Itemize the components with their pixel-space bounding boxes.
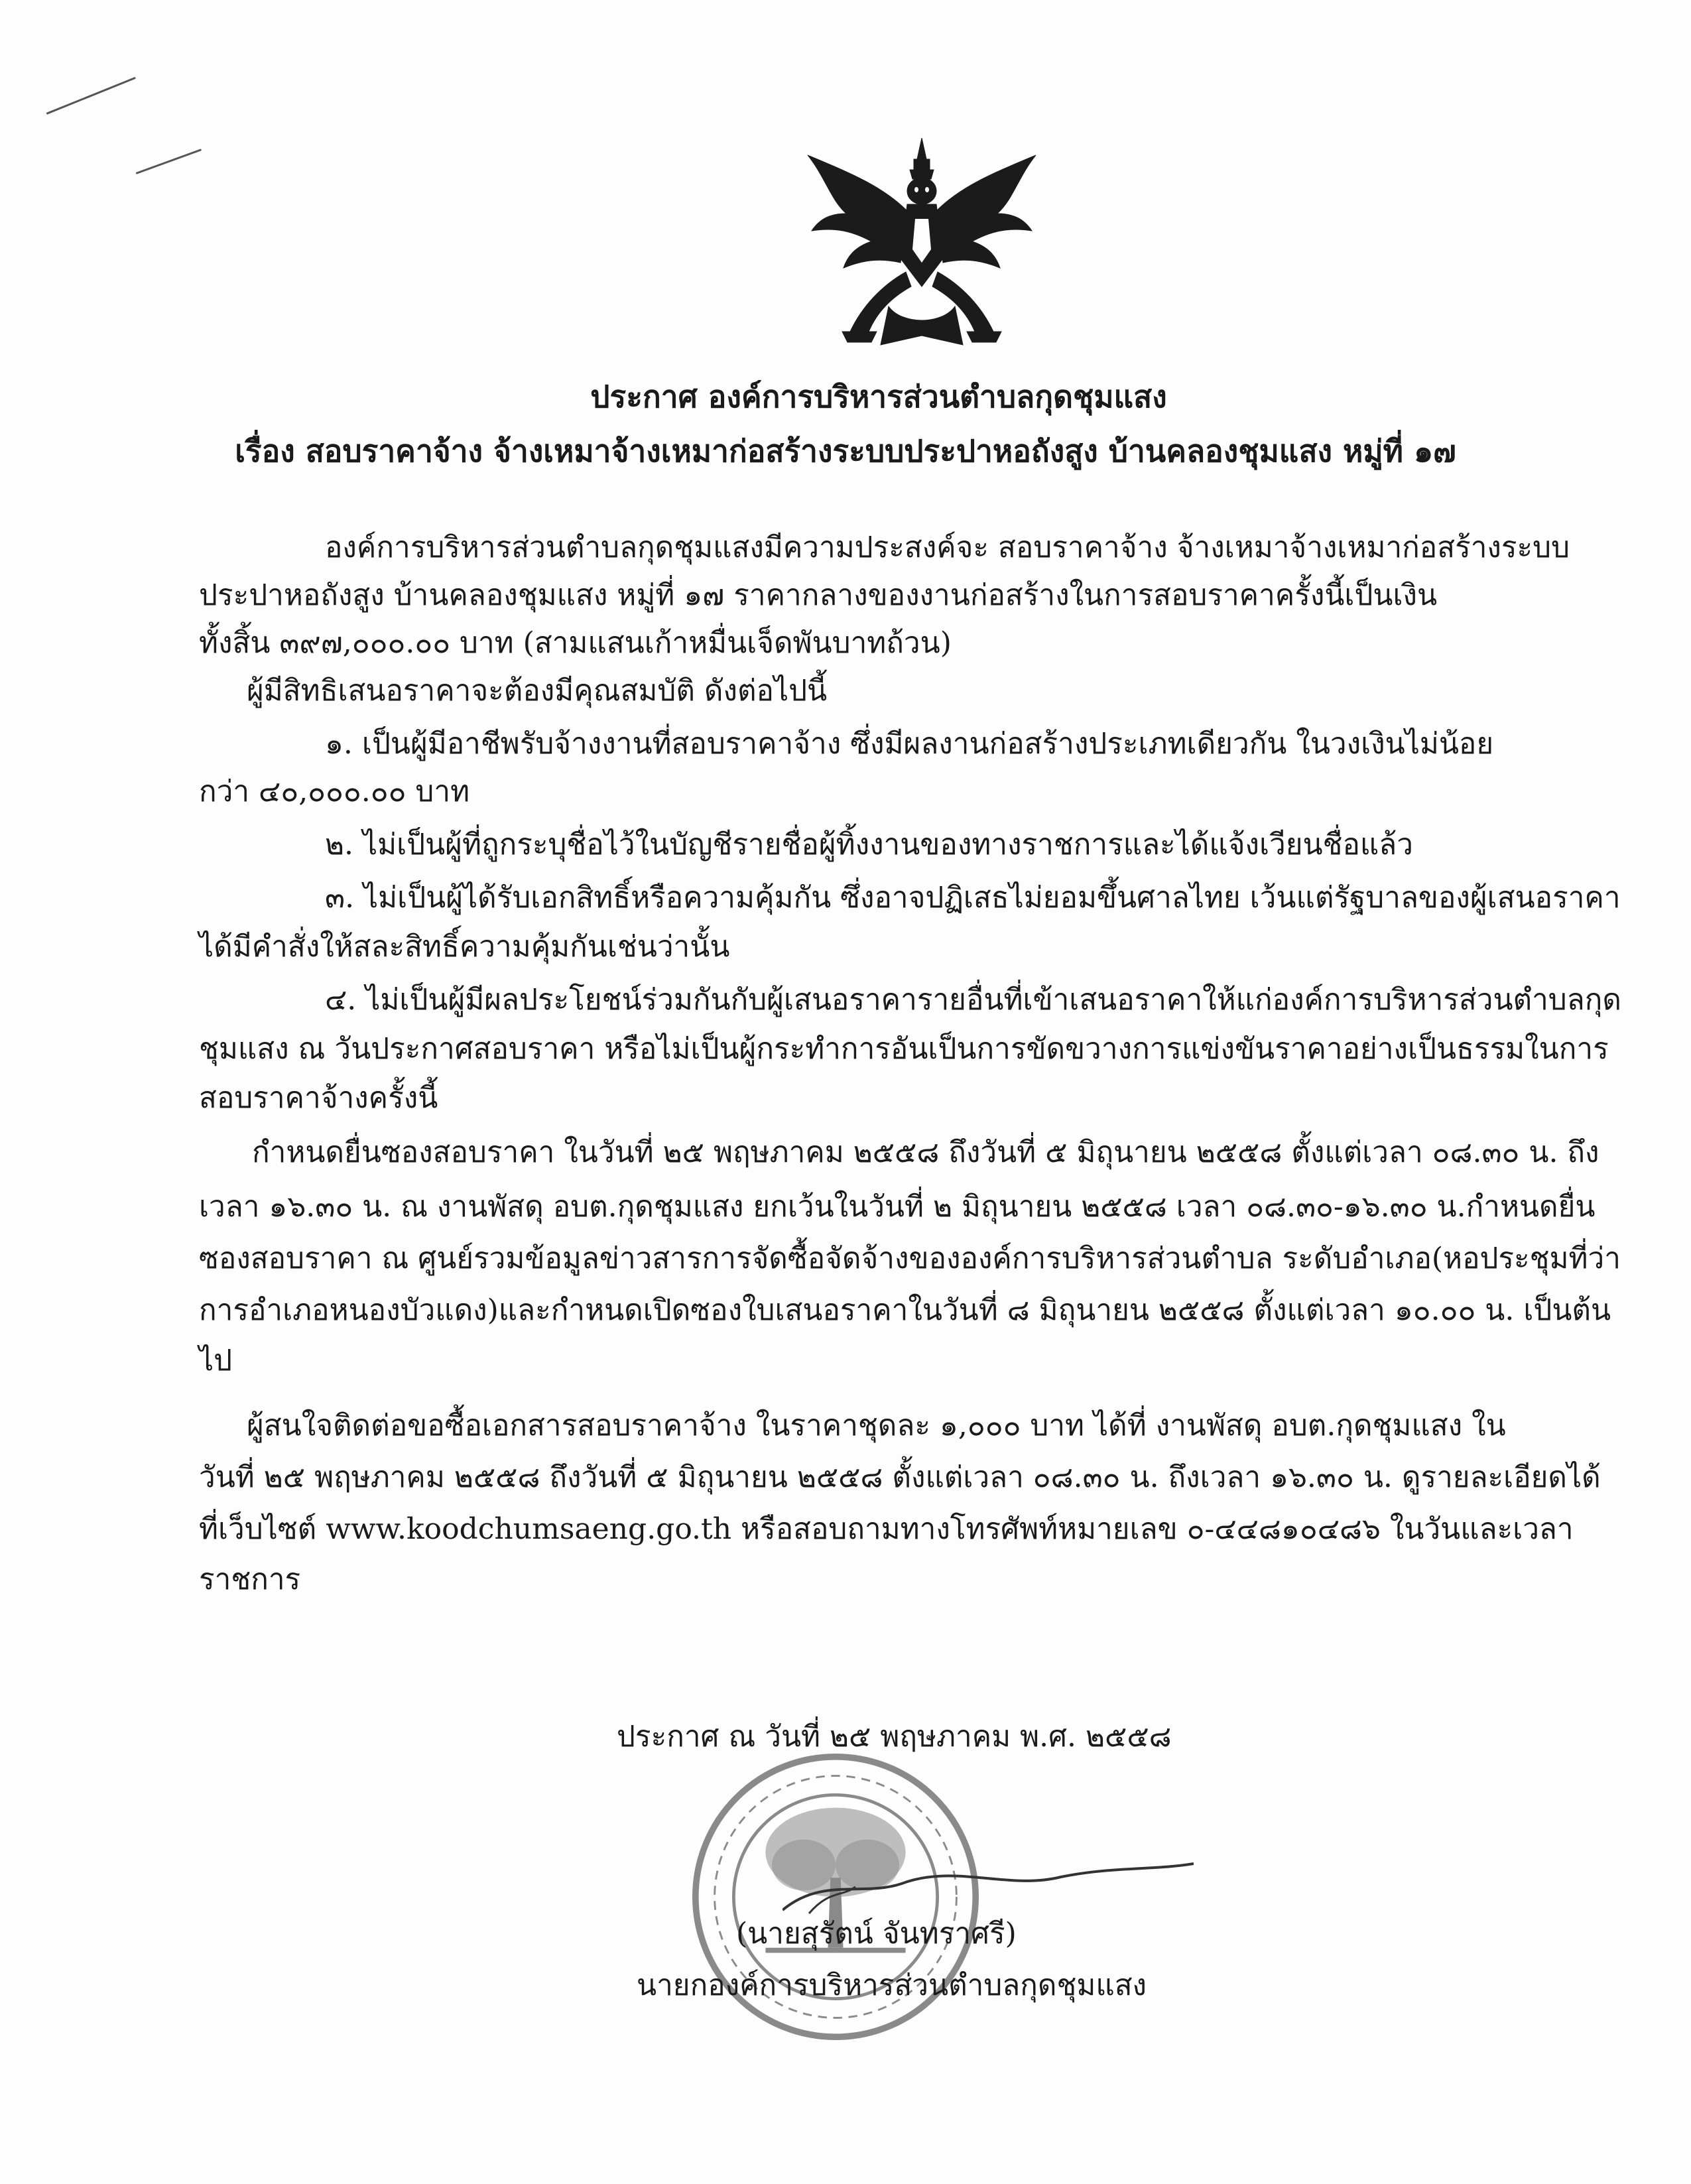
garuda-emblem-icon	[789, 133, 1054, 358]
qualification-item: ๔. ไม่เป็นผู้มีผลประโยชน์ร่วมกันกับผู้เสนอราคารายอื่นที่เข้าเสนอราคาให้แก่องค์การบริหารส่วนตำบลกุด	[325, 983, 1621, 1017]
scan-mark	[135, 149, 202, 174]
body-line: ซองสอบราคา ณ ศูนย์รวมข้อมูลข่าวสารการจัดซื้อจัดจ้างขององค์การบริหารส่วนตำบล ระดับอำเภอ(หอประชุมที่ว่า	[199, 1242, 1621, 1275]
announce-date: ประกาศ ณ วันที่ ๒๕ พฤษภาคม พ.ศ. ๒๕๕๘	[617, 1720, 1172, 1754]
signer-title: นายกองค์การบริหารส่วนตำบลกุดชุมแสง	[637, 1968, 1147, 2002]
announcement-title: ประกาศ องค์การบริหารส่วนตำบลกุดชุมแสง	[590, 379, 1167, 415]
website-line: ที่เว็บไซต์ www.koodchumsaeng.go.th หรือสอบถามทางโทรศัพท์หมายเลข ๐-๔๔๘๑๐๔๘๖ ในวันและเวลา	[199, 1512, 1574, 1546]
body-line: ไป	[199, 1344, 233, 1378]
body-line: ได้มีคำสั่งให้สละสิทธิ์ความคุ้มกันเช่นว่านั้น	[199, 930, 730, 964]
scan-mark	[46, 77, 136, 115]
body-line: วันที่ ๒๕ พฤษภาคม ๒๕๕๘ ถึงวันที่ ๕ มิถุนายน ๒๕๕๘ ตั้งแต่เวลา ๐๘.๓๐ น. ถึงเวลา ๑๖.๓๐ น. ดูรายละเอียดได้	[199, 1460, 1601, 1494]
qualification-item: ๒. ไม่เป็นผู้ที่ถูกระบุชื่อไว้ในบัญชีรายชื่อผู้ทิ้งงานของทางราชการและได้แจ้งเวียนชื่อแล้ว	[325, 828, 1413, 862]
body-line: กว่า ๔๐,๐๐๐.๐๐ บาท	[199, 775, 470, 808]
qualification-item: ๑. เป็นผู้มีอาชีพรับจ้างงานที่สอบราคาจ้าง ซึ่งมีผลงานก่อสร้างประเภทเดียวกัน ในวงเงินไม่น้อย	[325, 727, 1494, 761]
qualification-item: ๓. ไม่เป็นผู้ได้รับเอกสิทธิ์หรือความคุ้มกัน ซึ่งอาจปฏิเสธไม่ยอมขึ้นศาลไทย เว้นแต่รัฐบาลของผู้เสนอราคา	[325, 881, 1621, 915]
body-line: ทั้งสิ้น ๓๙๗,๐๐๐.๐๐ บาท (สามแสนเก้าหมื่นเจ็ดพันบาทถ้วน)	[199, 626, 952, 660]
body-line: ชุมแสง ณ วันประกาศสอบราคา หรือไม่เป็นผู้กระทำการอันเป็นการขัดขวางการแข่งขันราคาอย่างเป็นธรรมในการ	[199, 1032, 1609, 1066]
submission-line: กำหนดยื่นซองสอบราคา ในวันที่ ๒๕ พฤษภาคม ๒๕๕๘ ถึงวันที่ ๕ มิถุนายน ๒๕๕๘ ตั้งแต่เวลา ๐๘.๓๐ น. ถึง	[252, 1135, 1599, 1169]
body-line: ราชการ	[199, 1563, 301, 1596]
body-line: เวลา ๑๖.๓๐ น. ณ งานพัสดุ อบต.กุดชุมแสง ยกเว้นในวันที่ ๒ มิถุนายน ๒๕๕๘ เวลา ๐๘.๓๐-๑๖.๓๐ น.กำหนดยื่น	[199, 1190, 1596, 1224]
body-line: ประปาหอถังสูง บ้านคลองชุมแสง หมู่ที่ ๑๗ ราคากลางของงานก่อสร้างในการสอบราคาครั้งนี้เป็นเงิน	[199, 578, 1438, 612]
contact-line: ผู้สนใจติดต่อขอซื้อเอกสารสอบราคาจ้าง ในราคาชุดละ ๑,๐๐๐ บาท ได้ที่ งานพัสดุ อบต.กุดชุมแสง ใน	[247, 1409, 1506, 1443]
body-line: การอำเภอหนองบัวแดง)และกำหนดเปิดซองใบเสนอราคาในวันที่ ๘ มิถุนายน ๒๕๕๘ ตั้งแต่เวลา ๑๐.๐๐ น. เป็นต้น	[199, 1293, 1611, 1327]
body-line: สอบราคาจ้างครั้งนี้	[199, 1081, 438, 1115]
announcement-subject: เรื่อง สอบราคาจ้าง จ้างเหมาจ้างเหมาก่อสร้างระบบประปาหอถังสูง บ้านคลองชุมแสง หมู่ที่ ๑๗	[235, 433, 1456, 469]
body-line: ผู้มีสิทธิเสนอราคาจะต้องมีคุณสมบัติ ดังต่อไปนี้	[247, 674, 828, 708]
signer-name: (นายสุรัตน์ จันทราศรี)	[736, 1917, 1017, 1951]
body-line: องค์การบริหารส่วนตำบลกุดชุมแสงมีความประสงค์จะ สอบราคาจ้าง จ้างเหมาจ้างเหมาก่อสร้างระบบ	[325, 531, 1570, 564]
